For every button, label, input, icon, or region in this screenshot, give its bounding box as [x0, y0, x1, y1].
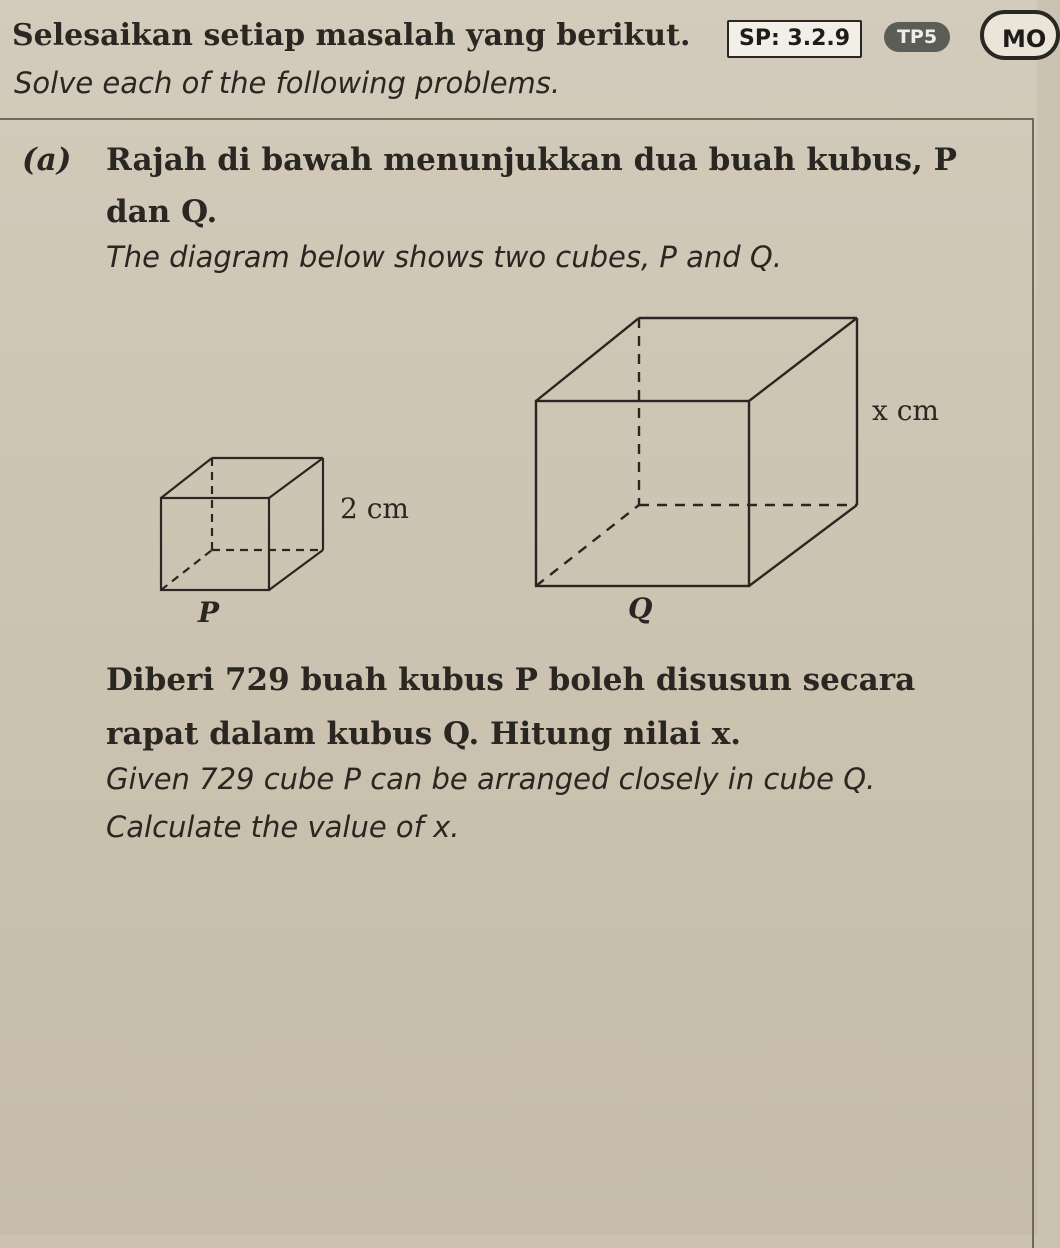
task-malay-line-2: rapat dalam kubus Q. Hitung nilai x. — [106, 716, 741, 752]
cube-p — [161, 458, 323, 590]
cube-q — [536, 318, 857, 586]
cube-p-edge-label: 2 cm — [340, 492, 409, 525]
intro-malay-line-2: dan Q. — [106, 194, 218, 230]
part-label: (a) — [22, 142, 72, 178]
mo-badge: MO — [980, 10, 1060, 60]
instruction-malay: Selesaikan setiap masalah yang berikut. — [12, 18, 691, 53]
task-english-line-1: Given 729 cube P can be arranged closely in cube Q. — [106, 762, 876, 796]
mastery-level-badge: TP5 — [884, 22, 950, 52]
task-english-line-2: Calculate the value of x. — [106, 810, 460, 844]
standard-badge: SP: 3.2.9 — [727, 20, 862, 58]
task-malay-line-1: Diberi 729 buah kubus P boleh disusun secara — [106, 662, 916, 698]
cube-q-edge-label: x cm — [872, 394, 939, 427]
cube-q-name: Q — [628, 592, 653, 625]
cube-p-name: P — [198, 596, 220, 629]
intro-malay-line-1: Rajah di bawah menunjukkan dua buah kubus, P — [106, 142, 957, 178]
intro-english: The diagram below shows two cubes, P and Q. — [106, 240, 782, 274]
instruction-english: Solve each of the following problems. — [14, 66, 561, 100]
